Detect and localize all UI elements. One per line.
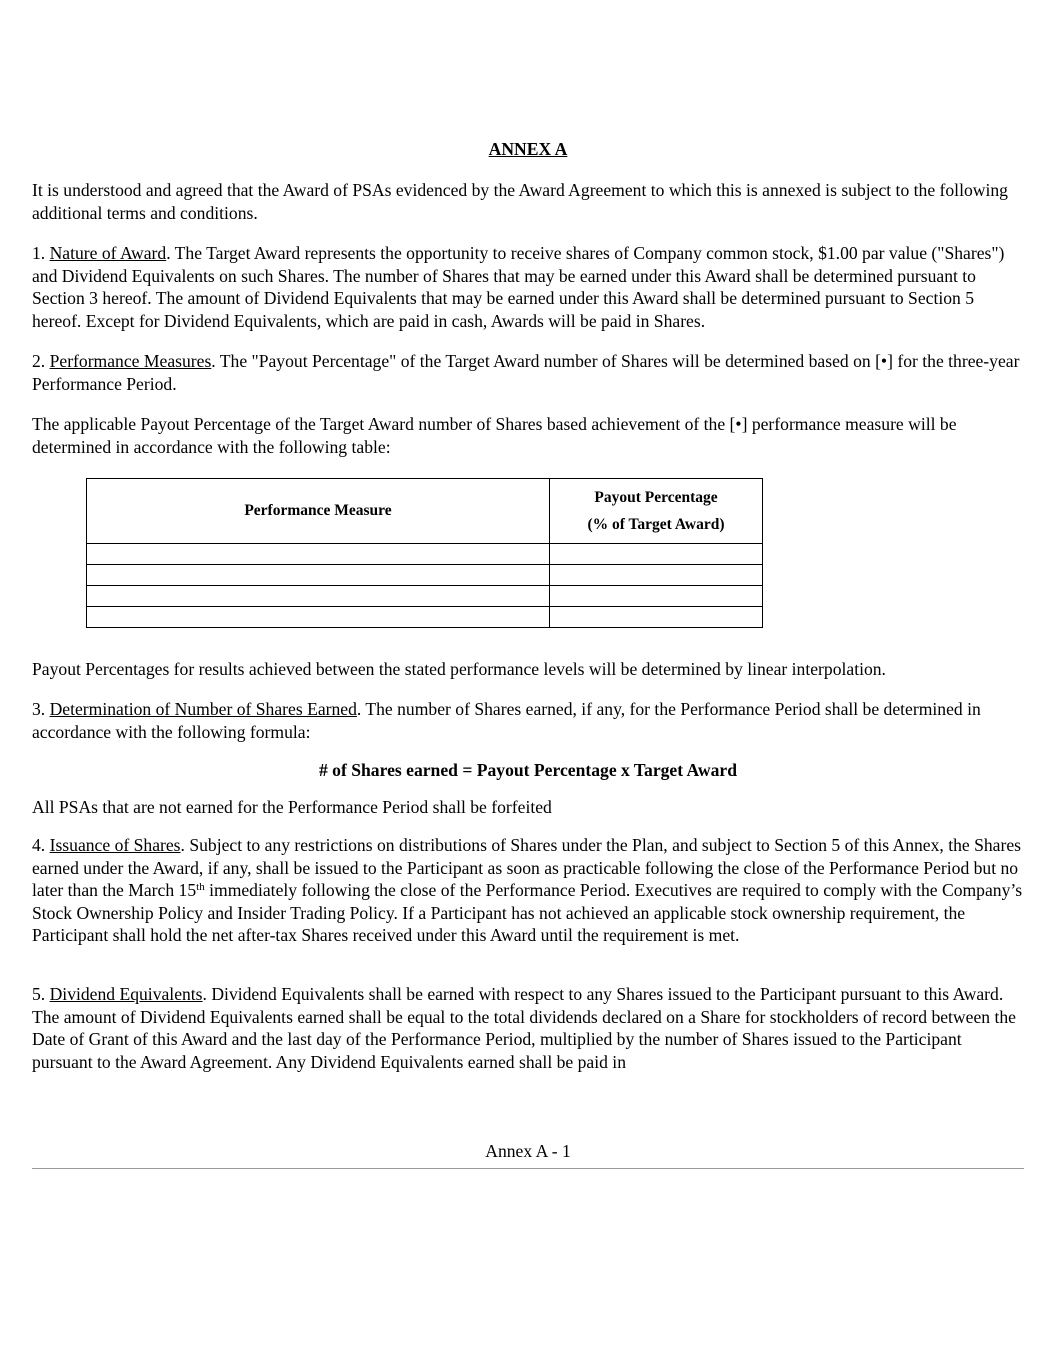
intro-paragraph (32, 179, 1024, 224)
applicable-text: The applicable Payout Percentage of the Target Award number of Shares based achievement of the [•] performance measure will be determined in accordance with the following table: (32, 414, 957, 457)
applicable-paragraph (32, 413, 1024, 458)
section-1-paragraph (32, 242, 1024, 332)
interpolation-paragraph (32, 658, 1024, 681)
footer-divider (32, 1168, 1024, 1169)
header-payout-line-1: Payout Percentage (594, 489, 718, 506)
ordinal-superscript: th (196, 881, 205, 893)
annex-title: ANNEX A (488, 139, 568, 159)
table-cell (550, 586, 763, 607)
table-cell (550, 607, 763, 628)
section-5-text: . Dividend Equivalents shall be earned with respect to any Shares issued to the Participant pursuant to this Award. The amount of Dividend Equivalents earned shall be equal to the total dividends declared on a Share for stockholders of record between the Date of Grant of this Award and the last day of the Performance Period, multiplied by the number of Shares issued to the Participant pursuant to the Award Agreement. Any Dividend Equivalents earned shall be paid in (32, 984, 1016, 1072)
section-3-text: . The number of Shares earned, if any, for the Performance Period shall be determined in accordance with the following formula: (32, 699, 981, 742)
forfeit-text: All PSAs that are not earned for the Performance Period shall be forfeited (32, 797, 552, 817)
header-performance-measure: Performance Measure (87, 479, 550, 544)
table-header-row (87, 479, 763, 544)
payout-table (86, 478, 763, 628)
section-3-heading: Determination of Number of Shares Earned (49, 699, 357, 719)
section-5-heading: Dividend Equivalents (49, 984, 203, 1004)
section-4-text-b: immediately following the close of the Performance Period. Executives are required to comply with the Company’s Stock Ownership Policy and Insider Trading Policy. If a Participant has not achieved an applicable stock ownership requirement, the Participant shall hold the net after-tax Shares received under this Award until the requirement is met. (32, 880, 1023, 945)
table-cell (550, 544, 763, 565)
header-payout-percentage (550, 479, 763, 544)
section-4-number: 4. (32, 835, 50, 855)
section-3-paragraph (32, 698, 1024, 743)
section-5-number: 5. (32, 984, 50, 1004)
header-payout-line-2: (% of Target Award) (587, 516, 725, 533)
page-footer: Annex A - 1 (485, 1141, 571, 1161)
forfeit-paragraph (32, 796, 1024, 819)
table-row (87, 544, 763, 565)
table-cell (87, 607, 550, 628)
section-1-number: 1. (32, 243, 50, 263)
table-row (87, 607, 763, 628)
section-2-number: 2. (32, 351, 50, 371)
section-1-text: . The Target Award represents the opportunity to receive shares of Company common stock, $1.00 par value ("Shares") and Dividend Equivalents on such Shares. The number of Shares that may be earned under this Award shall be determined pursuant to Section 3 hereof. The amount of Dividend Equivalents that may be earned under this Award shall be determined pursuant to Section 5 hereof. Except for Dividend Equivalents, which are paid in cash, Awards will be paid in Shares. (32, 243, 1005, 331)
table-row (87, 586, 763, 607)
table-cell (550, 565, 763, 586)
section-4-paragraph (32, 834, 1024, 947)
section-2-paragraph (32, 350, 1024, 395)
shares-formula: # of Shares earned = Payout Percentage x Target Award (318, 760, 738, 780)
table-row (87, 565, 763, 586)
intro-text: It is understood and agreed that the Award of PSAs evidenced by the Award Agreement to which this is annexed is subject to the following additional terms and conditions. (32, 180, 1008, 223)
section-3-number: 3. (32, 699, 50, 719)
table-cell (87, 586, 550, 607)
section-2-text: . The "Payout Percentage" of the Target Award number of Shares will be determined based on [•] for the three-year Performance Period. (32, 351, 1020, 394)
section-5-paragraph (32, 983, 1024, 1073)
table-cell (87, 565, 550, 586)
interpolation-text: Payout Percentages for results achieved between the stated performance levels will be determined by linear interpolation. (32, 659, 886, 679)
table-cell (87, 544, 550, 565)
section-4-heading: Issuance of Shares (49, 835, 181, 855)
section-2-heading: Performance Measures (49, 351, 212, 371)
section-4-text-a: . Subject to any restrictions on distributions of Shares under the Plan, and subject to Section 5 of this Annex, the Shares earned under the Award, if any, shall be issued to the Participant as soon as practicable following the close of the Performance Period but no later than the March 15 (32, 835, 1021, 900)
section-1-heading: Nature of Award (49, 243, 167, 263)
